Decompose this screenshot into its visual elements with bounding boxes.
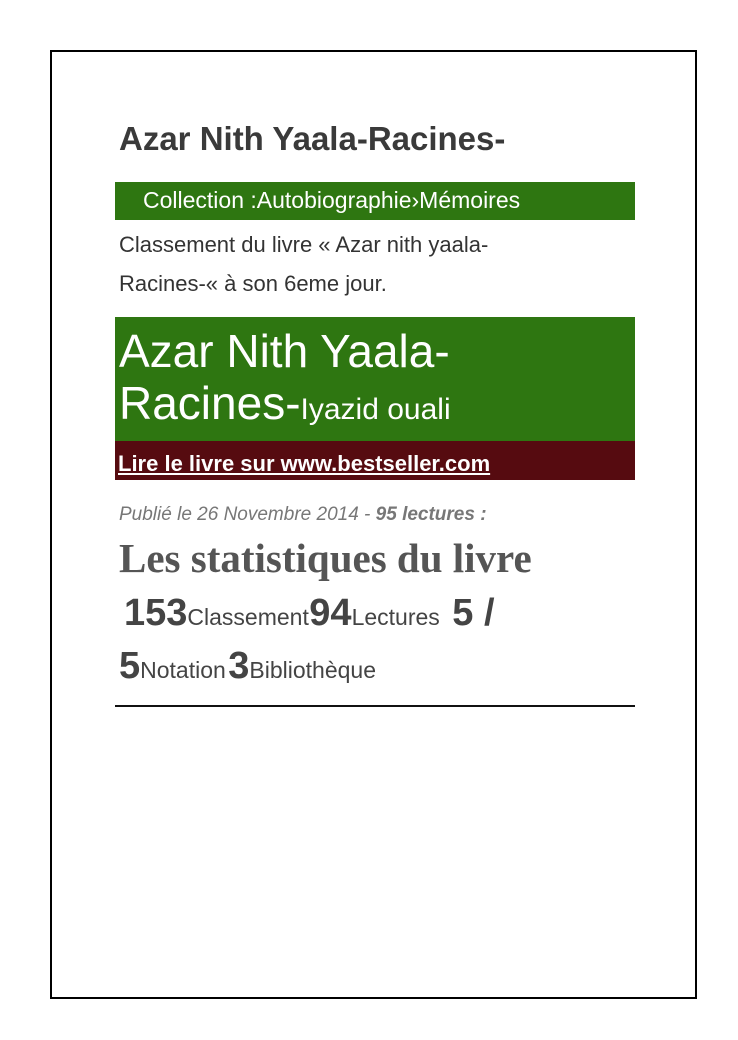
stats-line-1 [124,592,495,635]
library-label: Bibliothèque [249,657,377,683]
divider [115,705,635,707]
collection-label: Collection :Autobiographie›Mémoires [143,187,521,213]
rating-label: Notation [140,657,226,683]
collection-banner [115,182,635,220]
banner-title-part-2: Racines- [119,377,301,429]
reads-label: Lectures [351,604,440,630]
reads-value: 94 [309,592,352,634]
stats-line-2 [119,645,376,688]
ranking-text-line-1: Classement du livre « Azar nith yaala- [119,232,489,257]
read-book-link[interactable]: Lire le livre sur www.bestseller.com [118,451,491,476]
banner-title-line-1: Azar Nith Yaala- [119,325,450,377]
book-banner [115,317,635,441]
stats-heading: Les statistiques du livre [119,535,532,581]
banner-author: Iyazid ouali [300,393,451,426]
published-info [119,504,487,526]
ranking-text-line-2: Racines-« à son 6eme jour. [119,271,387,296]
rating-value-total: 5 [119,645,141,687]
banner-title-line-2 [119,377,635,436]
book-title: Azar Nith Yaala-Racines- [119,120,506,157]
read-link-bar [115,441,635,480]
published-date: Publié le 26 Novembre 2014 - [119,504,376,525]
library-value: 3 [228,645,250,687]
rating-value: 5 / [452,592,495,634]
ranking-value: 153 [124,592,188,634]
published-reads: 95 lectures : [375,504,487,525]
ranking-label: Classement [187,604,309,630]
